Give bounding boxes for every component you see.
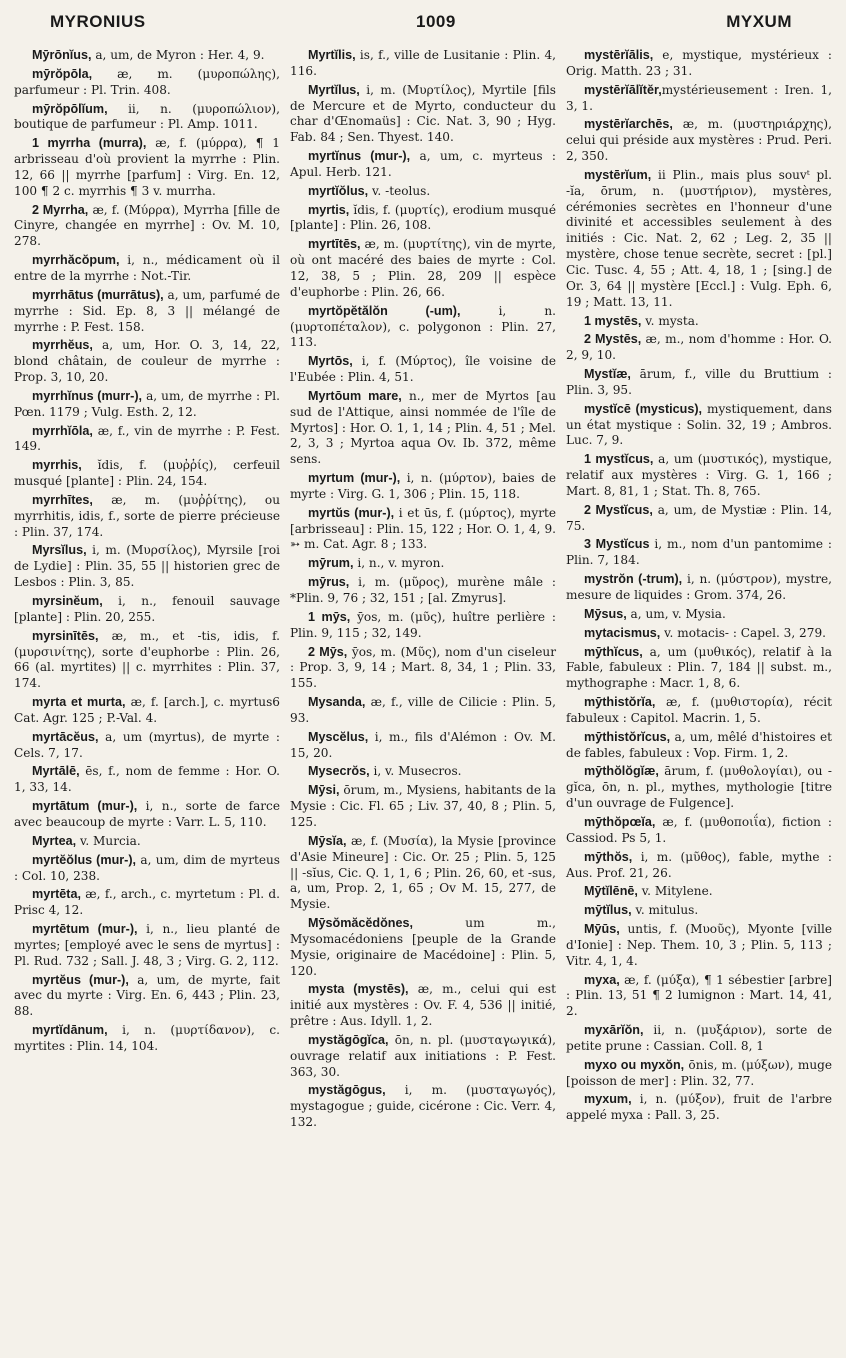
entry-definition: æ, m. (μυῤῥίτης), ou myrrhitis, idis, f., sorte de pierre précieuse : Plin. 37, 174. xyxy=(14,492,280,539)
columns xyxy=(14,48,832,1134)
entry-headword: mȳrŏpōlĭum, xyxy=(32,101,108,116)
entry-headword: myrtis, xyxy=(308,202,350,217)
dictionary-entry xyxy=(566,730,832,762)
entry-definition: i, n., médicament où il entre de la myrrhe : Not.-Tir. xyxy=(14,253,280,283)
dictionary-entry xyxy=(290,695,556,727)
entry-headword: myrrhĭōla, xyxy=(32,423,93,438)
entry-definition: v. mitulus. xyxy=(631,903,699,918)
entry-definition: æ, m. (μυροπώλης), parfumeur : Pl. Trin. 408. xyxy=(14,66,280,97)
dictionary-entry xyxy=(290,783,556,831)
entry-definition: ārum, f., ville du Bruttium : Plin. 3, 95. xyxy=(566,367,832,397)
entry-definition: i, f. (Μύρτος), île voisine de l'Eubée : Plin. 4, 51. xyxy=(290,354,556,385)
entry-headword: Myrtĭlis, xyxy=(308,48,356,62)
entry-definition: ōn, n. pl. (μυσταγωγικά), ouvrage relatif aux initiations : P. Fest. 363, 30. xyxy=(290,1032,556,1079)
entry-definition: i, n. (μυρτοπέταλον), c. polygonon : Plin. 27, 113. xyxy=(290,303,556,350)
dictionary-entry xyxy=(14,338,280,386)
entry-headword: myrta et murta, xyxy=(32,695,126,710)
entry-headword: myxo ou myxŏn, xyxy=(584,1057,685,1072)
entry-definition: i, m. (μῦρος), murène mâle : *Plin. 9, 76 ; 32, 151 ; [al. Zmyrus]. xyxy=(290,575,556,605)
entry-headword: mȳrus, xyxy=(308,575,350,590)
dictionary-entry xyxy=(14,853,280,885)
entry-definition: ĭdis, f. (μυρτίς), erodium musqué [plante] : Plin. 26, 108. xyxy=(290,202,556,233)
dictionary-entry xyxy=(14,48,280,64)
dictionary-entry xyxy=(290,83,556,146)
entry-definition: ȳos, m. (μῦς), huître perlière : Plin. 9, 115 ; 32, 149. xyxy=(290,609,556,640)
dictionary-entry xyxy=(290,1033,556,1081)
dictionary-entry xyxy=(290,506,556,554)
entry-definition: æ, f. (Μύρρα), Myrrha [fille de Cinyre, changée en myrrhe] : Ov. M. 10, 278. xyxy=(14,202,280,249)
entry-headword: mȳthĭcus, xyxy=(584,644,643,659)
header-right-guideword: MYXUM xyxy=(726,12,792,31)
dictionary-entry xyxy=(290,354,556,386)
dictionary-entry xyxy=(566,815,832,847)
dictionary-entry xyxy=(14,67,280,99)
entry-headword: myrrhĕus, xyxy=(32,338,93,353)
dictionary-entry xyxy=(566,764,832,812)
entry-definition: æ, m., et -tis, idis, f. (μυρσινίτης), sorte d'euphorbe : Plin. 26, 66 (al. myrtites) || c. myrrhites : Plin. 37, 174. xyxy=(14,628,280,691)
dictionary-entry xyxy=(290,610,556,642)
dictionary-entry xyxy=(14,389,280,421)
entry-definition: æ, f. (μύξα), ¶ 1 sébestier [arbre] : Plin. 13, 51 ¶ 2 lumignon : Mart. 14, 41, 2. xyxy=(566,972,832,1019)
entry-headword: myrsinītēs, xyxy=(32,628,99,643)
entry-headword: Mystĭæ, xyxy=(584,367,631,382)
entry-definition: v. motacis- : Capel. 3, 279. xyxy=(660,625,826,640)
dictionary-entry xyxy=(566,332,832,364)
entry-definition: ĭdis, f. (μυῤῥίς), cerfeuil musqué [plante] : Plin. 24, 154. xyxy=(14,458,280,489)
entry-headword: mystērĭālis, xyxy=(584,48,654,62)
entry-definition: a, um, dim de myrteus : Col. 10, 238. xyxy=(14,852,280,883)
entry-headword: mysta (mystēs), xyxy=(308,982,409,997)
entry-definition: a, um, mêlé d'histoires et de fables, fabuleux : Vop. Firm. 1, 2. xyxy=(566,729,832,760)
entry-definition: a, um, c. myrteus : Apul. Herb. 121. xyxy=(290,149,556,179)
entry-headword: mȳrum, xyxy=(308,556,354,571)
entry-headword: Mȳsi, xyxy=(308,783,340,798)
entry-headword: mystăgōgĭca, xyxy=(308,1032,389,1047)
entry-definition: v. Mitylene. xyxy=(637,884,713,899)
dictionary-entry xyxy=(566,367,832,399)
entry-definition: i, m. (μυσταγωγός), mystagogue ; guide, cicérone : Cic. Verr. 4, 132. xyxy=(290,1083,556,1130)
dictionary-entry xyxy=(566,607,832,623)
entry-definition: ii, n. (μυροπώλιον), boutique de parfumeur : Pl. Amp. 1011. xyxy=(14,101,280,132)
dictionary-entry xyxy=(14,458,280,490)
entry-definition: a, um, parfumé de myrrhe : Sid. Ep. 8, 3 || mélangé de myrrhe : P. Fest. 158. xyxy=(14,287,280,334)
entry-definition: i, m. (Μυρσίλος), Myrsile [roi de Lydie] : Plin. 35, 55 || historien grec de Lesbos : Plin. 3, 85. xyxy=(14,543,280,590)
dictionary-entry xyxy=(566,645,832,693)
entry-definition: mystiquement, dans un état mystique : Solin. 32, 19 ; Ambros. Luc. 7, 9. xyxy=(566,401,832,448)
entry-definition: æ, m., celui qui est initié aux mystères : Ov. F. 4, 536 || initié, prêtre : Aus. Idyll. 1, 2. xyxy=(290,982,556,1029)
entry-headword: myrtum (mur-), xyxy=(308,471,401,486)
entry-definition: e, mystique, mystérieux : Orig. Matth. 23 ; 31. xyxy=(566,48,832,78)
entry-definition: i, n., v. myron. xyxy=(353,556,445,571)
entry-headword: myrtēta, xyxy=(32,887,81,902)
entry-headword: myrtācĕus, xyxy=(32,729,99,744)
entry-headword: myrrhis, xyxy=(32,458,82,473)
dictionary-entry xyxy=(290,389,556,468)
entry-headword: myrrhītes, xyxy=(32,492,93,507)
entry-headword: myrtĭŏlus, xyxy=(308,183,369,198)
dictionary-entry xyxy=(14,629,280,692)
entry-definition: æ, f. (μυθιστορία), récit fabuleux : Capitol. Macrin. 1, 5. xyxy=(566,695,832,725)
dictionary-entry xyxy=(290,1083,556,1131)
dictionary-entry xyxy=(290,730,556,762)
entry-definition: a, um (μυστικός), mystique, relatif aux mystères : Virg. G. 1, 166 ; Mart. 8, 81, 1 ; Stat. Th. 8, 765. xyxy=(566,452,832,498)
entry-headword: Mysanda, xyxy=(308,695,366,710)
entry-definition: i et ūs, f. (μύρτος), myrte [arbrisseau] : Plin. 15, 122 ; Hor. O. 1, 4, 9. ➳ m. Cat. Agr. 8 ; 133. xyxy=(290,505,556,552)
entry-definition: i, n., fenouil sauvage [plante] : Plin. 20, 255. xyxy=(14,594,280,624)
dictionary-entry xyxy=(14,922,280,970)
entry-definition: is, f., ville de Lusitanie : Plin. 4, 116. xyxy=(290,48,556,78)
entry-headword: mȳthŏpœĭa, xyxy=(584,814,656,829)
entry-definition: i, n., lieu planté de myrtes; [employé avec le sens de myrtus] : Pl. Rud. 732 ; Sall. J. 48, 3 ; Virg. G. 2, 112. xyxy=(14,922,280,968)
entry-headword: 2 Mystēs, xyxy=(584,332,642,347)
dictionary-entry xyxy=(566,314,832,330)
dictionary-entry xyxy=(566,572,832,604)
entry-definition: i, n. (μυρτίδανον), c. myrtites : Plin. 14, 104. xyxy=(14,1023,280,1053)
entry-definition: æ, m. (μυρτίτης), vin de myrte, où ont macéré des baies de myrte : Col. 12, 38, 5 ; Plin. 28, 209 || espèce d'euphorbe : Plin. 26, 66. xyxy=(290,237,556,299)
entry-headword: myrtĕŏlus (mur-), xyxy=(32,852,137,867)
dictionary-entry xyxy=(566,117,832,165)
column-left xyxy=(14,48,280,1134)
dictionary-entry xyxy=(290,645,556,693)
entry-headword: mystērĭarchēs, xyxy=(584,117,673,132)
entry-headword: mȳtĭlus, xyxy=(584,903,632,918)
dictionary-entry xyxy=(566,503,832,535)
entry-headword: myxārĭŏn, xyxy=(584,1023,644,1038)
entry-headword: mystērĭum, xyxy=(584,167,652,182)
entry-headword: 1 myrrha (murra), xyxy=(32,136,147,151)
entry-headword: myrrhăcŏpum, xyxy=(32,253,120,268)
dictionary-entry xyxy=(14,730,280,762)
entry-headword: myrtĕus (mur-), xyxy=(32,972,129,987)
dictionary-entry xyxy=(14,203,280,251)
entry-definition: n., mer de Myrtos [au sud de l'Attique, ainsi nommée de l'île de Myrtos] : Hor. O. 1, 1, 14 ; Plin. 4, 51 ; Mel. 2, 3, 3 ; Myrtoa aqua Ov. Ib. 372, même sens. xyxy=(290,388,556,467)
entry-definition: ii Plin., mais plus souvᵗ pl. -ĭa, ōrum, n. (μυστήριον), mystères, cérémonies secrètes en l'honneur d'une divinité et accessibles seulement à des initiés : Cic. Nat. 2, 62 ; Leg. 2, 35 || mystère, chose tenue secrète, secret : [pl.] Cic. Tusc. 4, 55 ; Att. 4, 18, 1 ; [sing.] de Or. 3, 64 || mystère [Eccl.] : Vulg. Eph. 6, 19 ; Matt. 13, 11. xyxy=(566,167,832,309)
entry-definition: a, um (μυθικός), relatif à la Fable, fabuleux : Plin. 7, 184 || subst. m., mythographe : Macr. 1, 8, 6. xyxy=(566,644,832,691)
dictionary-entry xyxy=(290,556,556,572)
entry-definition: a, um, v. Mysia. xyxy=(626,606,726,621)
entry-headword: mystăgōgus, xyxy=(308,1083,386,1098)
entry-headword: myrtītēs, xyxy=(308,237,361,252)
entry-definition: v. mysta. xyxy=(641,313,699,328)
entry-definition: ēs, f., nom de femme : Hor. O. 1, 33, 14. xyxy=(14,764,280,795)
dictionary-entry xyxy=(290,764,556,780)
dictionary-entry xyxy=(566,83,832,115)
dictionary-entry xyxy=(14,543,280,591)
entry-headword: Myrtĭlus, xyxy=(308,82,360,97)
entry-headword: mytacismus, xyxy=(584,625,661,640)
entry-headword: myrtātum (mur-), xyxy=(32,799,138,814)
entry-definition: a, um, de Mystiæ : Plin. 14, 75. xyxy=(566,502,832,533)
entry-headword: mystrŏn (-trum), xyxy=(584,572,683,587)
entry-headword: Mȳrōnĭus, xyxy=(32,48,92,62)
entry-definition: æ, m. (μυστηριάρχης), celui qui préside aux mystères : Prud. Peri. 2, 350. xyxy=(566,117,832,164)
entry-definition: ii, n. (μυξάριον), sorte de petite prune : Cassian. Coll. 8, 1 xyxy=(566,1023,832,1053)
entry-definition: æ, f., ville de Cilicie : Plin. 5, 93. xyxy=(290,695,556,725)
dictionary-entry xyxy=(290,203,556,235)
entry-definition: a, um, Hor. O. 3, 14, 22, blond châtain, de couleur de myrrhe : Prop. 3, 10, 20. xyxy=(14,338,280,385)
dictionary-entry xyxy=(566,452,832,500)
entry-definition: æ, f. (μύρρα), ¶ 1 arbrisseau d'où provient la myrrhe : Plin. 12, 66 || myrrhe [parfum] : Virg. En. 12, 100 ¶ 2 c. myrrhis ¶ 3 v. murrha. xyxy=(14,136,280,198)
dictionary-entry xyxy=(566,850,832,882)
entry-headword: Mȳtĭlēnē, xyxy=(584,884,638,899)
entry-definition: æ, f. (Μυσία), la Mysie [province d'Asie Mineure] : Cic. Or. 25 ; Plin. 5, 125 || -sĭus, Cic. Q. 1, 1, 6 ; Plin. 26, 60, et -sus, a, um, Prop. 2, 1, 65 ; Ov M. 15, 277, de Mysie. xyxy=(290,833,556,912)
entry-headword: myrtētum (mur-), xyxy=(32,922,138,937)
dictionary-entry xyxy=(14,834,280,850)
dictionary-entry xyxy=(14,799,280,831)
entry-headword: mystĭcē (mysticus), xyxy=(584,401,703,416)
entry-headword: 1 mȳs, xyxy=(308,609,351,624)
dictionary-entry xyxy=(14,136,280,199)
entry-definition: i, m., fils d'Alémon : Ov. M. 15, 20. xyxy=(290,729,556,760)
entry-definition: i, v. Musecros. xyxy=(369,764,462,779)
entry-definition: ōrum, m., Mysiens, habitants de la Mysie : Cic. Fl. 65 ; Liv. 37, 40, 8 ; Plin. 5, 125. xyxy=(290,783,556,829)
entry-headword: myrtŏpĕtălŏn (-um), xyxy=(308,303,461,318)
dictionary-entry xyxy=(566,1058,832,1090)
dictionary-entry xyxy=(290,237,556,300)
entry-headword: myrsinĕum, xyxy=(32,594,103,608)
entry-headword: myrtŭs (mur-), xyxy=(308,505,395,520)
dictionary-entry xyxy=(566,402,832,450)
entry-definition: æ, f., arch., c. myrtetum : Pl. d. Prisc 4, 12. xyxy=(14,887,280,918)
dictionary-entry xyxy=(290,471,556,503)
entry-definition: i, m. (Μυρτίλος), Myrtile [fils de Mercure et de Myrto, conducteur du char d'Œnomaüs] : Cic. Nat. 3, 90 ; Hyg. Fab. 84 ; Sen. Thyest. 140. xyxy=(290,82,556,145)
entry-definition: ārum, f. (μυθολογίαι), ou -gĭca, ōn, n. pl., mythes, mythologie [titre d'un ouvrage de Fulgence]. xyxy=(566,764,832,811)
dictionary-entry xyxy=(14,887,280,919)
dictionary-entry xyxy=(14,695,280,727)
entry-definition: æ, f., vin de myrrhe : P. Fest. 149. xyxy=(14,423,280,454)
entry-headword: myrrhĭnus (murr-), xyxy=(32,388,143,403)
dictionary-entry xyxy=(14,253,280,285)
dictionary-entry xyxy=(14,764,280,796)
entry-headword: mȳthŏs, xyxy=(584,849,633,864)
dictionary-entry xyxy=(566,168,832,311)
dictionary-entry xyxy=(14,973,280,1021)
entry-headword: myxa, xyxy=(584,972,620,987)
entry-headword: myrtĭnus (mur-), xyxy=(308,149,411,164)
entry-headword: mystērĭālĭtĕr, xyxy=(584,82,662,97)
entry-definition: æ, f. [arch.], c. myrtus6 Cat. Agr. 125 ; P.-Val. 4. xyxy=(14,695,280,725)
entry-headword: 1 mystēs, xyxy=(584,313,642,328)
entry-headword: 2 Mystĭcus, xyxy=(584,502,653,517)
dictionary-entry xyxy=(566,884,832,900)
dictionary-entry xyxy=(566,922,832,970)
entry-definition: ōnis, m. (μύξων), muge [poisson de mer] : Plin. 32, 77. xyxy=(566,1057,833,1088)
dictionary-entry xyxy=(14,424,280,456)
entry-definition: i, n., sorte de farce avec beaucoup de myrte : Varr. L. 5, 110. xyxy=(14,799,280,829)
entry-definition: untis, f. (Μυοῦς), Myonte [ville d'Ionie] : Nep. Them. 10, 3 ; Plin. 5, 113 ; Vitr. 4, 1, 4. xyxy=(566,922,832,968)
entry-headword: Myrtōum mare, xyxy=(308,388,402,403)
entry-definition: a, um (myrtus), de myrte : Cels. 7, 17. xyxy=(14,729,280,760)
entry-headword: 2 Myrrha, xyxy=(32,202,89,217)
entry-definition: i, m. (μῦθος), fable, mythe : Aus. Prof. 21, 26. xyxy=(566,849,832,880)
entry-definition: i, n. (μύξον), fruit de l'arbre appelé myxa : Pall. 3, 25. xyxy=(566,1092,832,1123)
dictionary-entry xyxy=(290,149,556,181)
dictionary-entry xyxy=(566,903,832,919)
entry-definition: a, um, de myrrhe : Pl. Pœn. 1179 ; Vulg. Esth. 2, 12. xyxy=(14,388,280,419)
dictionary-entry xyxy=(566,973,832,1021)
entry-headword: Myrtālē, xyxy=(32,764,80,779)
entry-headword: Myrsĭlus, xyxy=(32,543,87,558)
dictionary-entry xyxy=(290,575,556,607)
dictionary-entry xyxy=(290,184,556,200)
entry-definition: v. Murcia. xyxy=(76,833,141,848)
dictionary-entry xyxy=(14,288,280,336)
dictionary-entry xyxy=(566,1092,832,1124)
entry-headword: Mysecrŏs, xyxy=(308,764,370,779)
entry-definition: um m., Mysomacédoniens [peuple de la Grande Mysie, originaire de Macédoine] : Plin. 5, 120. xyxy=(290,916,556,978)
entry-headword: myrtĭdānum, xyxy=(32,1023,108,1038)
entry-headword: mȳthistŏrĭcus, xyxy=(584,729,671,744)
dictionary-entry xyxy=(290,48,556,80)
entry-headword: Mȳūs, xyxy=(584,922,620,937)
entry-definition: mystérieusement : Iren. 1, 3, 1. xyxy=(566,82,832,113)
entry-headword: 1 mystĭcus, xyxy=(584,452,654,467)
dictionary-entry xyxy=(14,493,280,541)
entry-headword: myxum, xyxy=(584,1092,632,1107)
entry-headword: 2 Mȳs, xyxy=(308,644,348,659)
entry-headword: mȳthŏlŏgĭæ, xyxy=(584,764,659,779)
dictionary-entry xyxy=(290,304,556,352)
dictionary-entry xyxy=(566,537,832,569)
entry-definition: ȳos, m. (Μῦς), nom d'un ciseleur : Prop. 3, 9, 14 ; Mart. 8, 34, 1 ; Plin. 33, 155. xyxy=(290,644,556,691)
entry-definition: i, n. (μύρτον), baies de myrte : Virg. G. 1, 306 ; Plin. 15, 118. xyxy=(290,471,556,501)
dictionary-entry xyxy=(14,1023,280,1055)
dictionary-entry xyxy=(566,48,832,80)
running-header xyxy=(14,12,832,40)
dictionary-entry xyxy=(290,982,556,1030)
dictionary-entry xyxy=(566,695,832,727)
entry-headword: Mȳsĭa, xyxy=(308,833,347,848)
entry-headword: Myscĕlus, xyxy=(308,729,369,744)
dictionary-entry xyxy=(290,916,556,979)
dictionary-entry xyxy=(14,594,280,626)
column-right xyxy=(566,48,832,1134)
entry-definition: æ, m., nom d'homme : Hor. O. 2, 9, 10. xyxy=(566,332,832,363)
entry-headword: Mȳsŏmăcĕdŏnes, xyxy=(308,916,413,931)
entry-headword: myrrhātus (murrātus), xyxy=(32,287,164,302)
entry-headword: mȳrŏpōla, xyxy=(32,66,93,81)
dictionary-entry xyxy=(290,834,556,913)
page-number: 1009 xyxy=(416,12,456,31)
entry-headword: Myrtōs, xyxy=(308,354,353,369)
entry-headword: Mȳsus, xyxy=(584,606,627,621)
entry-definition: a, um, de myrte, fait avec du myrte : Virg. En. 6, 443 ; Plin. 23, 88. xyxy=(14,972,280,1019)
entry-definition: æ, f. (μυθοποιΐα), fiction : Cassiod. Ps 5, 1. xyxy=(566,814,832,845)
entry-headword: Myrtea, xyxy=(32,833,77,848)
header-left-guideword: MYRONIUS xyxy=(50,12,146,31)
entry-definition: i, n. (μύστρον), mystre, mesure de liquides : Grom. 374, 26. xyxy=(566,572,832,602)
entry-headword: mȳthistŏrĭa, xyxy=(584,695,656,710)
dictionary-entry xyxy=(14,102,280,134)
dictionary-entry xyxy=(566,626,832,642)
entry-definition: a, um, de Myron : Her. 4, 9. xyxy=(91,48,265,62)
column-middle xyxy=(290,48,556,1134)
entry-definition: v. -teolus. xyxy=(368,183,431,198)
dictionary-entry xyxy=(566,1023,832,1055)
entry-headword: 3 Mystĭcus xyxy=(584,537,650,552)
entry-definition: i, m., nom d'un pantomime : Plin. 7, 184. xyxy=(566,537,832,568)
